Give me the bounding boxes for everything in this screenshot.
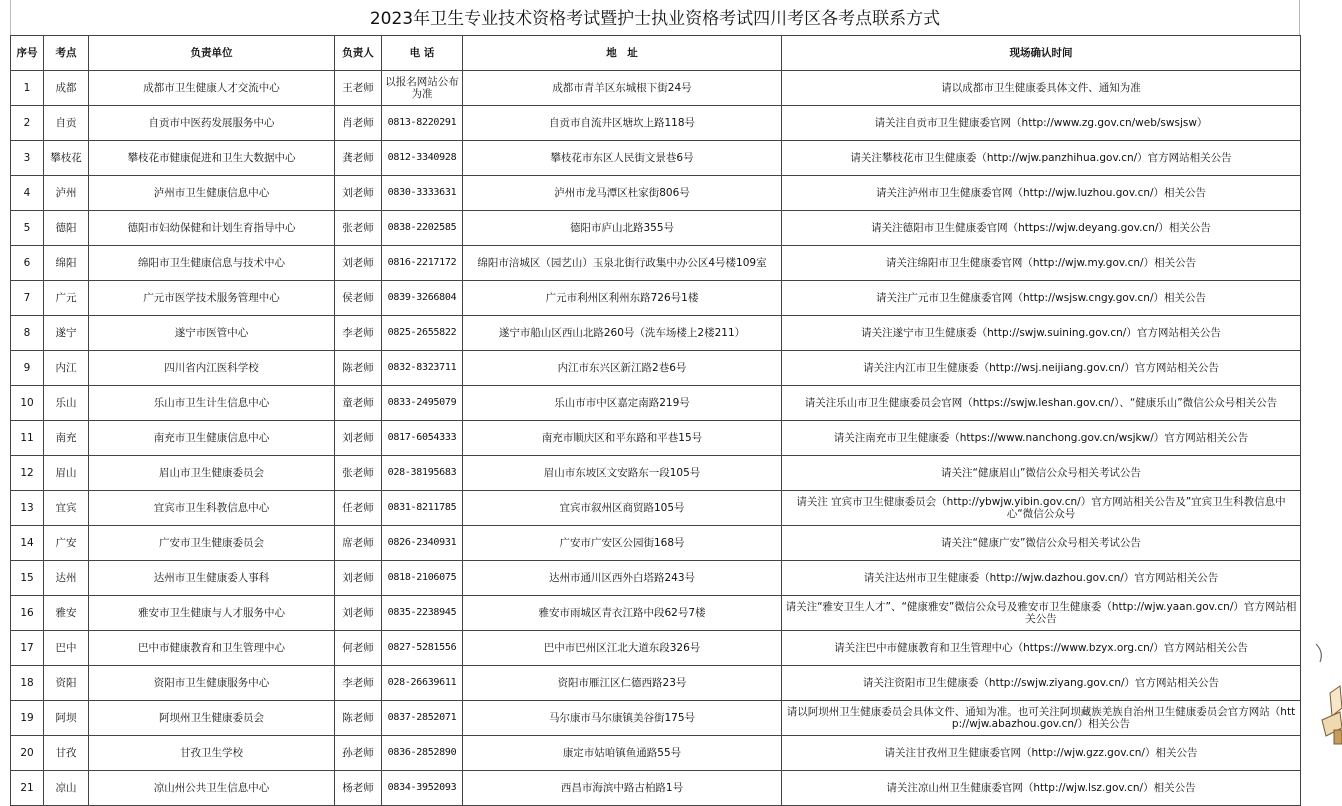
header-phone: 电 话 [382, 36, 463, 71]
table-row [11, 211, 1301, 246]
cell-unit: 泸州市卫生健康信息中心 [89, 176, 335, 211]
cell-confirm-time: 请以成都市卫生健康委具体文件、通知为准 [782, 71, 1301, 106]
cell-contact: 王老师 [335, 71, 382, 106]
cell-address: 自贡市自流井区塘坎上路118号 [463, 106, 782, 141]
cell-address: 雅安市雨城区青衣江路中段62号7楼 [463, 596, 782, 631]
cell-index: 5 [11, 211, 44, 246]
cell-index: 2 [11, 106, 44, 141]
cell-phone: 以报名网站公布为准 [382, 71, 463, 106]
cell-unit: 遂宁市医管中心 [89, 316, 335, 351]
cell-confirm-time: 请关注“雅安卫生人才”、“健康雅安”微信公众号及雅安市卫生健康委（http://wjw.yaan.gov.cn/）官方网站相关公告 [782, 596, 1301, 631]
table-row [11, 316, 1301, 351]
cell-index: 11 [11, 421, 44, 456]
cell-index: 10 [11, 386, 44, 421]
cell-phone: 0818-2106075 [382, 561, 463, 596]
cell-site: 达州 [44, 561, 89, 596]
cell-contact: 刘老师 [335, 421, 382, 456]
cell-index: 19 [11, 701, 44, 736]
cell-confirm-time: 请关注 宜宾市卫生健康委员会（http://ybwjw.yibin.gov.cn/）官方网站相关公告及”宜宾卫生科教信息中心“微信公众号 [782, 491, 1301, 526]
cell-address: 巴中市巴州区江北大道东段326号 [463, 631, 782, 666]
cell-unit: 宜宾市卫生科教信息中心 [89, 491, 335, 526]
cell-contact: 刘老师 [335, 596, 382, 631]
cell-site: 资阳 [44, 666, 89, 701]
cell-phone: 028-26639611 [382, 666, 463, 701]
cell-contact: 李老师 [335, 316, 382, 351]
cell-address: 广元市利州区利州东路726号1楼 [463, 281, 782, 316]
cell-site: 甘孜 [44, 736, 89, 771]
cell-address: 成都市青羊区东城根下街24号 [463, 71, 782, 106]
cell-address: 乐山市市中区嘉定南路219号 [463, 386, 782, 421]
cell-confirm-time: 请关注达州市卫生健康委（http://wjw.dazhou.gov.cn/）官方网站相关公告 [782, 561, 1301, 596]
cell-index: 21 [11, 771, 44, 806]
cell-unit: 广安市卫生健康委员会 [89, 526, 335, 561]
cell-index: 13 [11, 491, 44, 526]
cell-unit: 巴中市健康教育和卫生管理中心 [89, 631, 335, 666]
cell-confirm-time: 请关注德阳市卫生健康委官网（https://wjw.deyang.gov.cn/）相关公告 [782, 211, 1301, 246]
header-site: 考点 [44, 36, 89, 71]
cell-address: 眉山市东坡区文安路东一段105号 [463, 456, 782, 491]
cell-phone: 0832-8323711 [382, 351, 463, 386]
table-row [11, 526, 1301, 561]
cell-contact: 孙老师 [335, 736, 382, 771]
cell-phone: 0834-3952093 [382, 771, 463, 806]
cell-confirm-time: 请关注甘孜州卫生健康委官网（http://wjw.gzz.gov.cn/）相关公告 [782, 736, 1301, 771]
cell-unit: 资阳市卫生健康服务中心 [89, 666, 335, 701]
cell-site: 绵阳 [44, 246, 89, 281]
cell-confirm-time: 请关注“健康眉山”微信公众号相关考试公告 [782, 456, 1301, 491]
cell-phone: 0838-2202585 [382, 211, 463, 246]
cell-phone: 028-38195683 [382, 456, 463, 491]
table-row [11, 281, 1301, 316]
cell-site: 眉山 [44, 456, 89, 491]
table-row [11, 561, 1301, 596]
table-row [11, 176, 1301, 211]
decorative-pen-icon [1310, 638, 1342, 748]
cell-site: 广安 [44, 526, 89, 561]
table-row [11, 596, 1301, 631]
cell-unit: 凉山州公共卫生信息中心 [89, 771, 335, 806]
cell-phone: 0817-6054333 [382, 421, 463, 456]
cell-index: 1 [11, 71, 44, 106]
cell-address: 绵阳市涪城区（园艺山）玉泉北街行政集中办公区4号楼109室 [463, 246, 782, 281]
cell-confirm-time: 请关注乐山市卫生健康委员会官网（https://swjw.leshan.gov.cn/）、“健康乐山”微信公众号相关公告 [782, 386, 1301, 421]
cell-address: 攀枝花市东区人民街文景巷6号 [463, 141, 782, 176]
cell-confirm-time: 请关注凉山州卫生健康委官网（http://wjw.lsz.gov.cn/）相关公告 [782, 771, 1301, 806]
table-row [11, 106, 1301, 141]
cell-index: 17 [11, 631, 44, 666]
cell-confirm-time: 请关注攀枝花市卫生健康委（http://wjw.panzhihua.gov.cn/）官方网站相关公告 [782, 141, 1301, 176]
cell-confirm-time: 请关注自贡市卫生健康委官网（http://www.zg.gov.cn/web/swsjsw） [782, 106, 1301, 141]
cell-contact: 肖老师 [335, 106, 382, 141]
cell-site: 南充 [44, 421, 89, 456]
header-address: 地 址 [463, 36, 782, 71]
cell-address: 广安市广安区公园街168号 [463, 526, 782, 561]
cell-contact: 李老师 [335, 666, 382, 701]
cell-confirm-time: 请关注巴中市健康教育和卫生管理中心（https://www.bzyx.org.cn/）官方网站相关公告 [782, 631, 1301, 666]
cell-address: 南充市顺庆区和平东路和平巷15号 [463, 421, 782, 456]
cell-unit: 自贡市中医药发展服务中心 [89, 106, 335, 141]
cell-site: 宜宾 [44, 491, 89, 526]
cell-site: 内江 [44, 351, 89, 386]
table-row [11, 141, 1301, 176]
cell-confirm-time: 请关注“健康广安”微信公众号相关考试公告 [782, 526, 1301, 561]
cell-address: 资阳市雁江区仁德西路23号 [463, 666, 782, 701]
cell-unit: 德阳市妇幼保健和计划生育指导中心 [89, 211, 335, 246]
contact-table [10, 35, 1301, 806]
cell-contact: 席老师 [335, 526, 382, 561]
cell-confirm-time: 请关注广元市卫生健康委官网（http://wsjsw.cngy.gov.cn/）相关公告 [782, 281, 1301, 316]
cell-contact: 杨老师 [335, 771, 382, 806]
cell-phone: 0830-3333631 [382, 176, 463, 211]
table-row [11, 631, 1301, 666]
table-row [11, 386, 1301, 421]
cell-confirm-time: 请关注绵阳市卫生健康委官网（http://wjw.my.gov.cn/）相关公告 [782, 246, 1301, 281]
cell-confirm-time: 请关注遂宁市卫生健康委（http://swjw.suining.gov.cn/）官方网站相关公告 [782, 316, 1301, 351]
cell-index: 12 [11, 456, 44, 491]
cell-phone: 0831-8211785 [382, 491, 463, 526]
cell-index: 6 [11, 246, 44, 281]
cell-unit: 广元市医学技术服务管理中心 [89, 281, 335, 316]
cell-phone: 0837-2852071 [382, 701, 463, 736]
cell-site: 巴中 [44, 631, 89, 666]
cell-contact: 刘老师 [335, 176, 382, 211]
page-title: 2023年卫生专业技术资格考试暨护士执业资格考试四川考区各考点联系方式 [10, 0, 1300, 35]
header-confirm-time: 现场确认时间 [782, 36, 1301, 71]
cell-unit: 攀枝花市健康促进和卫生大数据中心 [89, 141, 335, 176]
cell-unit: 南充市卫生健康信息中心 [89, 421, 335, 456]
table-row [11, 421, 1301, 456]
table-row [11, 736, 1301, 771]
cell-index: 9 [11, 351, 44, 386]
table-row [11, 491, 1301, 526]
cell-address: 西昌市海滨中路古柏路1号 [463, 771, 782, 806]
cell-site: 成都 [44, 71, 89, 106]
cell-index: 18 [11, 666, 44, 701]
cell-address: 德阳市庐山北路355号 [463, 211, 782, 246]
cell-unit: 眉山市卫生健康委员会 [89, 456, 335, 491]
cell-unit: 绵阳市卫生健康信息与技术中心 [89, 246, 335, 281]
cell-site: 德阳 [44, 211, 89, 246]
cell-phone: 0839-3266804 [382, 281, 463, 316]
table-row [11, 246, 1301, 281]
cell-unit: 阿坝州卫生健康委员会 [89, 701, 335, 736]
cell-contact: 陈老师 [335, 351, 382, 386]
cell-address: 遂宁市船山区西山北路260号（洗车场楼上2楼211） [463, 316, 782, 351]
cell-index: 4 [11, 176, 44, 211]
cell-contact: 张老师 [335, 211, 382, 246]
cell-contact: 何老师 [335, 631, 382, 666]
cell-phone: 0833-2495079 [382, 386, 463, 421]
cell-unit: 达州市卫生健康委人事科 [89, 561, 335, 596]
cell-phone: 0827-5281556 [382, 631, 463, 666]
header-row [11, 36, 1301, 71]
cell-phone: 0825-2655822 [382, 316, 463, 351]
cell-index: 14 [11, 526, 44, 561]
header-unit: 负责单位 [89, 36, 335, 71]
cell-address: 内江市东兴区新江路2巷6号 [463, 351, 782, 386]
cell-phone: 0826-2340931 [382, 526, 463, 561]
cell-index: 16 [11, 596, 44, 631]
cell-unit: 乐山市卫生计生信息中心 [89, 386, 335, 421]
cell-contact: 任老师 [335, 491, 382, 526]
cell-site: 广元 [44, 281, 89, 316]
cell-phone: 0816-2217172 [382, 246, 463, 281]
cell-unit: 成都市卫生健康人才交流中心 [89, 71, 335, 106]
cell-index: 3 [11, 141, 44, 176]
cell-unit: 甘孜卫生学校 [89, 736, 335, 771]
header-contact: 负责人 [335, 36, 382, 71]
cell-site: 乐山 [44, 386, 89, 421]
cell-site: 阿坝 [44, 701, 89, 736]
cell-address: 泸州市龙马潭区杜家街806号 [463, 176, 782, 211]
cell-unit: 四川省内江医科学校 [89, 351, 335, 386]
cell-site: 遂宁 [44, 316, 89, 351]
cell-contact: 童老师 [335, 386, 382, 421]
cell-site: 泸州 [44, 176, 89, 211]
cell-site: 自贡 [44, 106, 89, 141]
cell-contact: 张老师 [335, 456, 382, 491]
table-row [11, 71, 1301, 106]
cell-index: 8 [11, 316, 44, 351]
cell-confirm-time: 请关注内江市卫生健康委（http://wsj.neijiang.gov.cn/）官方网站相关公告 [782, 351, 1301, 386]
cell-index: 15 [11, 561, 44, 596]
cell-address: 康定市姑咱镇鱼通路55号 [463, 736, 782, 771]
cell-site: 攀枝花 [44, 141, 89, 176]
cell-address: 宜宾市叙州区商贸路105号 [463, 491, 782, 526]
cell-phone: 0813-8220291 [382, 106, 463, 141]
cell-contact: 刘老师 [335, 561, 382, 596]
cell-confirm-time: 请关注南充市卫生健康委（https://www.nanchong.gov.cn/wsjkw/）官方网站相关公告 [782, 421, 1301, 456]
cell-site: 雅安 [44, 596, 89, 631]
table-row [11, 771, 1301, 806]
cell-contact: 陈老师 [335, 701, 382, 736]
cell-phone: 0836-2852890 [382, 736, 463, 771]
table-row [11, 351, 1301, 386]
cell-index: 20 [11, 736, 44, 771]
cell-address: 达州市通川区西外白塔路243号 [463, 561, 782, 596]
cell-phone: 0835-2238945 [382, 596, 463, 631]
table-row [11, 456, 1301, 491]
sheet [10, 0, 1300, 806]
cell-address: 马尔康市马尔康镇美谷街175号 [463, 701, 782, 736]
table-row [11, 701, 1301, 736]
cell-confirm-time: 请以阿坝州卫生健康委员会具体文件、通知为准。也可关注阿坝藏族羌族自治州卫生健康委员会官方网站（http://wjw.abazhou.gov.cn/）相关公告 [782, 701, 1301, 736]
header-index: 序号 [11, 36, 44, 71]
cell-unit: 雅安市卫生健康与人才服务中心 [89, 596, 335, 631]
cell-confirm-time: 请关注泸州市卫生健康委官网（http://wjw.luzhou.gov.cn/）相关公告 [782, 176, 1301, 211]
cell-contact: 刘老师 [335, 246, 382, 281]
table-row [11, 666, 1301, 701]
cell-contact: 龚老师 [335, 141, 382, 176]
cell-index: 7 [11, 281, 44, 316]
cell-phone: 0812-3340928 [382, 141, 463, 176]
cell-confirm-time: 请关注资阳市卫生健康委（http://swjw.ziyang.gov.cn/）官方网站相关公告 [782, 666, 1301, 701]
cell-contact: 侯老师 [335, 281, 382, 316]
cell-site: 凉山 [44, 771, 89, 806]
